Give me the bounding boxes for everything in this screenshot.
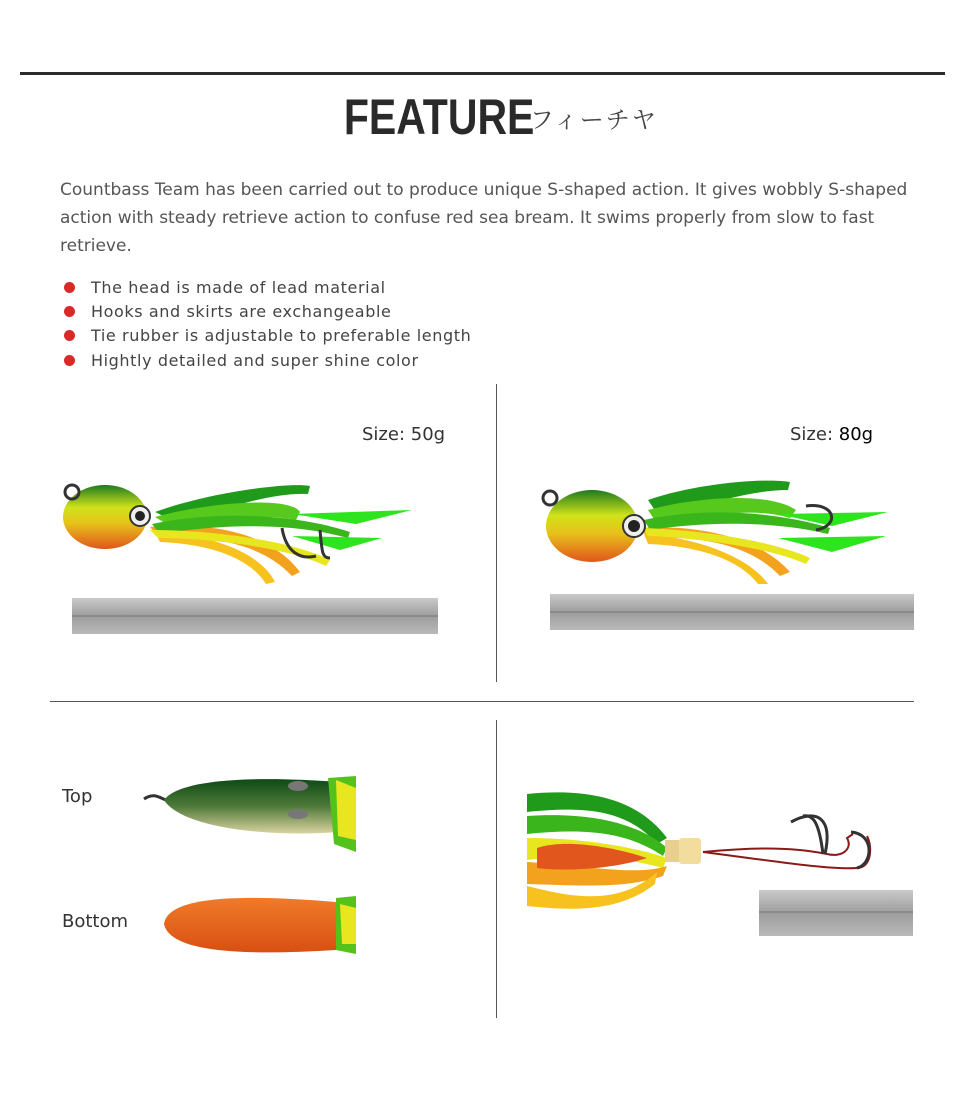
- hook-assembly-image: [527, 788, 917, 938]
- intro-paragraph: Countbass Team has been carried out to produce unique S-shaped action. It gives wobbly S-shaped action with steady retrieve action to confuse red sea bream. It swims properly from slow to fast retrieve.: [60, 180, 908, 256]
- section-heading: [0, 88, 960, 146]
- feature-text: Hightly detailed and super shine color: [91, 350, 419, 370]
- list-item: [64, 299, 471, 323]
- feature-text: The head is made of lead material: [91, 277, 386, 297]
- list-item: [64, 275, 471, 299]
- bullet-icon: [64, 306, 75, 317]
- bullet-icon: [64, 355, 75, 366]
- feature-text: Hooks and skirts are exchangeable: [91, 301, 392, 321]
- lure-80g-image: [540, 472, 920, 637]
- feature-title-japanese: フィーチヤ: [529, 105, 658, 134]
- grid-divider-vertical-bottom: [496, 720, 497, 1018]
- lure-50g-image: [60, 472, 440, 642]
- feature-list: [64, 275, 471, 372]
- top-view-image: [140, 774, 360, 858]
- grid-divider-vertical-top: [496, 384, 497, 682]
- grid-divider-horizontal: [50, 701, 914, 702]
- top-divider: [20, 72, 945, 75]
- list-item: [64, 324, 471, 348]
- bullet-icon: [64, 282, 75, 293]
- feature-text: Tie rubber is adjustable to preferable length: [91, 326, 472, 346]
- feature-title: FEATURE: [344, 89, 535, 145]
- size-label-80g: Size: 80g: [790, 424, 874, 445]
- list-item: [64, 348, 471, 372]
- bottom-view-label: Bottom: [62, 911, 129, 932]
- size-label-50g: Size: 50g: [362, 424, 446, 445]
- bullet-icon: [64, 330, 75, 341]
- bottom-view-image: [160, 890, 360, 960]
- top-view-label: Top: [62, 786, 93, 807]
